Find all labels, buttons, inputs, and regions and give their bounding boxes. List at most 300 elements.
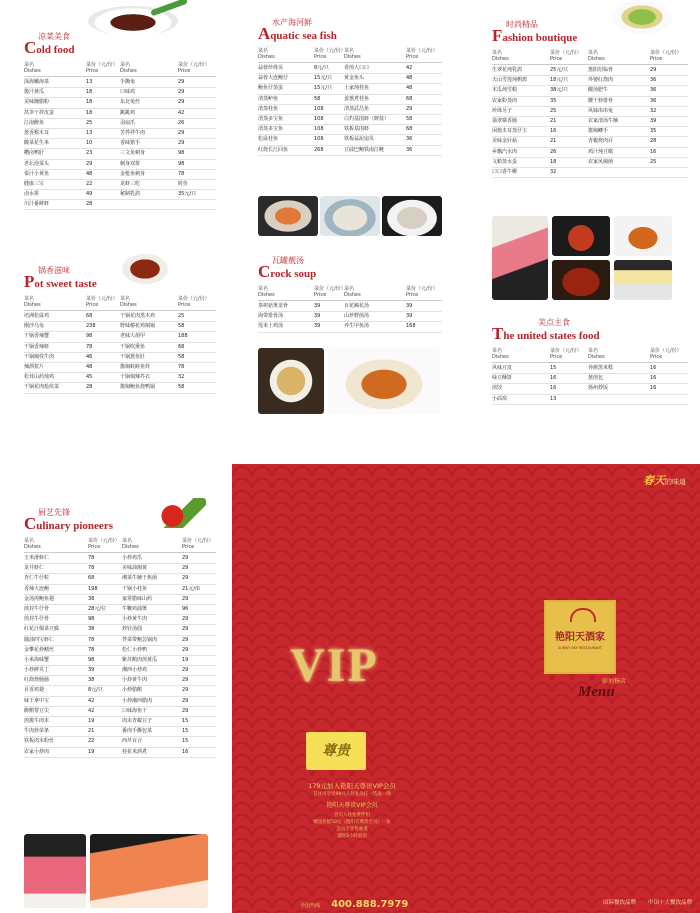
- dish-name: 卤水拼: [24, 191, 40, 198]
- dish-name: 番肉手撕包菜: [122, 728, 153, 735]
- dish-price: 78: [178, 363, 185, 370]
- menu-row: [24, 88, 216, 98]
- section-fashion: [492, 20, 688, 178]
- dish-name: [588, 168, 650, 177]
- dish-price: 13: [86, 129, 93, 136]
- dish-price: 18: [86, 89, 93, 96]
- dish-name: 川汁番鲜虾: [24, 201, 50, 208]
- section-title-en: The united states food: [492, 324, 600, 343]
- dish-price: 49: [86, 191, 93, 198]
- dish-price: 19: [182, 656, 189, 663]
- dish-price: 23: [86, 150, 93, 157]
- dish-name: 铁板基围虾: [344, 126, 370, 133]
- dish-price: 19: [88, 748, 95, 755]
- dish-name: 风味豆皮: [492, 365, 513, 371]
- dish-name: 闲炮木耳蒸仔主: [492, 128, 528, 135]
- dish-name: 生翠花炖乳鸽: [492, 67, 523, 73]
- dish-price: 29: [406, 105, 413, 112]
- section-title-cn: 厨艺先锋: [38, 508, 70, 517]
- page-top-left: [0, 0, 232, 440]
- dish-name: 酸汤肥牛: [588, 87, 609, 94]
- menu-row: [492, 97, 688, 107]
- dish-name: 鲍鱼仔蒸蛋: [258, 85, 284, 92]
- dish-name: 荞菜带鲍芸锅肉: [122, 636, 158, 643]
- dish-name: 美味油焖黄: [122, 565, 148, 572]
- dish-price: 98: [178, 160, 185, 167]
- dish-name: 农家小炒肉: [24, 748, 50, 755]
- dish-price: 58: [178, 323, 185, 330]
- section-title-en: Fashion boutique: [492, 26, 578, 45]
- dish-price: 18: [550, 158, 557, 165]
- dish-price: 68: [88, 575, 95, 582]
- logo-english: SUNNY SKY RESTAURANT: [557, 646, 603, 650]
- section-culinary: [24, 508, 216, 758]
- dish-name: 山珍野菌汤: [344, 313, 370, 320]
- table-header: 菜名 Dishes 菜价（元/份） Price 菜名 Dishes 菜价（元/份） Price: [492, 348, 688, 363]
- menu-row: [24, 383, 216, 393]
- menu-row: [24, 78, 216, 88]
- dish-price: 32: [650, 107, 657, 114]
- menu-row: [24, 160, 216, 170]
- menu-row: [24, 353, 216, 363]
- dish-name: 小炒腊鹅: [122, 687, 143, 694]
- dish-name: 珍珠另子: [492, 107, 513, 114]
- dish-price: 28元/位: [88, 605, 107, 612]
- dish-price: 39: [406, 303, 413, 309]
- dish-name: 老味大胡甲: [120, 333, 146, 340]
- dish-name: 苦荞拌牛肉: [120, 129, 146, 136]
- dish-name: 目香鸡翅: [24, 687, 45, 694]
- dish-name: 玉米滑虾仁: [24, 555, 50, 561]
- dish-price: 46: [86, 353, 93, 360]
- dish-name: 金汤煎鲍鱼翅: [24, 595, 55, 602]
- section-title-cn: 美点主食: [538, 318, 570, 327]
- dish-price: 58: [178, 384, 185, 391]
- dish-price: 108: [314, 136, 324, 143]
- dish-price: 39: [314, 303, 321, 309]
- dish-name: 莲米土鸡汤: [258, 323, 284, 330]
- dish-name: 腰干炒排骨: [588, 97, 614, 104]
- dish-price: 25: [178, 313, 185, 319]
- aquatic-photo-3: [382, 196, 442, 236]
- dish-name: 桂花米酒煮: [122, 748, 148, 755]
- dish-name: 煎饺: [492, 385, 503, 392]
- dish-price: 42: [178, 109, 185, 116]
- menu-row: [492, 168, 688, 178]
- dish-price: 28: [86, 201, 93, 208]
- dish-name: 葱香猴木耳: [24, 129, 50, 136]
- dish-price: 21元/串: [182, 585, 201, 592]
- dish-price: 29: [650, 67, 657, 73]
- table-header: 菜名 Dishes 菜价（元/份） Price 菜名 Dishes 菜价（元/份） Price: [24, 296, 216, 311]
- dish-price: 21: [88, 728, 95, 735]
- dish-price: 29: [182, 555, 189, 561]
- dish-price: 36: [406, 136, 413, 143]
- dish-price: 时价: [178, 180, 189, 187]
- dish-name: 干锅焖伎牛肉: [24, 353, 55, 360]
- dish-name: 刺身双拼: [120, 160, 141, 167]
- dish-price: 98: [88, 656, 95, 663]
- dish-name: 东北兔丝: [120, 99, 141, 106]
- logo-name: 艳阳天酒家: [555, 632, 605, 643]
- dish-name: 绿豆酥饼: [492, 375, 513, 382]
- menu-row: [24, 554, 216, 564]
- dish-price: 29: [182, 667, 189, 674]
- dish-name: 干锅小桂鱼: [122, 585, 148, 592]
- menu-row: [258, 115, 442, 125]
- dish-name: 酸菜花生米: [24, 140, 50, 147]
- menu-row: [492, 117, 688, 127]
- dish-price: 48: [406, 75, 413, 82]
- dish-name: 酱焖鲍鱼烧鸭锅: [120, 384, 156, 391]
- fashion-photo-4: [552, 260, 610, 300]
- dish-name: 清蒸桂鱼: [258, 105, 279, 112]
- menu-row: [24, 129, 216, 139]
- dish-price: 39: [650, 117, 657, 124]
- menu-table: [492, 364, 688, 405]
- dish-price: 29: [178, 140, 185, 147]
- dish-name: 野味椿花鸡焖锅: [120, 323, 156, 330]
- dish-name: 翡翠寨香肠: [492, 117, 518, 124]
- fashion-photo-5: [614, 260, 672, 300]
- dish-name: 养颜黑米糕: [588, 365, 614, 371]
- footer-brand: 国际餐饮品牌 中国十大餐饮品牌: [602, 900, 692, 906]
- dish-price: 29: [182, 707, 189, 714]
- dish-price: 15: [550, 365, 557, 371]
- dish-price: 15: [182, 738, 189, 745]
- dish-name: 松茸山药炖鸡: [24, 374, 55, 381]
- dish-name: 铁板肉末粉丝: [24, 738, 55, 745]
- dish-name: 农家粉蒸肉: [492, 97, 518, 104]
- dish-name: 醉鹅帮豆尖: [24, 707, 50, 714]
- dish-name: 扬州炒饭: [588, 385, 609, 392]
- dish-price: 25元/只: [550, 67, 569, 73]
- dish-name: 手撕兔: [120, 79, 136, 85]
- dish-price: 39: [88, 667, 95, 674]
- dish-price: 78: [86, 343, 93, 350]
- menu-word: Menu: [578, 684, 615, 700]
- dish-name: 杏仁牛仔粒: [24, 575, 50, 582]
- menu-row: [24, 170, 216, 180]
- menu-row: [24, 98, 216, 108]
- menu-row: [492, 86, 688, 96]
- dish-price: 38元/只: [550, 87, 569, 94]
- dish-price: 68: [86, 313, 93, 319]
- dish-price: 78: [88, 636, 95, 643]
- menu-row: [24, 605, 216, 615]
- menu-row: [492, 158, 688, 168]
- dish-name: 干锅香辣虾: [24, 343, 50, 350]
- hotline: 全国热线 400.888.7979: [300, 899, 409, 910]
- dish-name: 红烧烧肠肠: [24, 677, 50, 684]
- dish-name: 小炒黄牛肉: [122, 616, 148, 623]
- dish-name: 培洲松鼠鸡: [24, 313, 50, 319]
- dish-name: 白灼基围虾（鲜盐）: [344, 115, 390, 122]
- slogan: 春天的味道: [643, 474, 686, 487]
- dish-name: 莴笋干拌皮蛋: [24, 109, 55, 116]
- fashion-photo-2: [552, 216, 610, 256]
- dish-name: 口味鸡: [120, 89, 136, 96]
- dish-price: 29: [182, 616, 189, 623]
- dish-name: 刚沙乌龟: [24, 323, 45, 330]
- dish-price: 25: [550, 107, 557, 114]
- dish-name: 红花汁焗菜豆腐: [24, 626, 60, 633]
- menu-row: [24, 615, 216, 625]
- menu-row: [24, 200, 216, 210]
- dish-price: 68: [406, 95, 413, 102]
- dish-name: 干锅吹熏鱼: [120, 343, 146, 350]
- dish-name: 蒜蓉大连鲍仔: [258, 75, 289, 82]
- dish-name: 铁板蒜泥扇贝: [344, 136, 375, 143]
- dish-name: 酱汁黄瓜: [24, 89, 45, 96]
- dish-price: 98: [86, 333, 93, 340]
- section-united: [492, 318, 688, 405]
- dish-name: 湘西小炒鸡: [122, 667, 148, 674]
- dish-price: 32: [550, 168, 557, 175]
- menu-row: [24, 180, 216, 190]
- dish-price: 15元/只: [314, 85, 333, 92]
- menu-row: [258, 312, 442, 322]
- menu-row: [24, 595, 216, 605]
- table-header: 菜名 Dishes 菜价（元/份） Price 菜名 Dishes 菜价（元/份） Price: [24, 538, 216, 553]
- dish-price: 13: [550, 395, 557, 402]
- culinary-photo-1: [24, 834, 86, 908]
- dish-name: 百花蹄花汤: [344, 303, 370, 309]
- dish-price: 96: [182, 605, 189, 612]
- dish-name: 西芹百合: [122, 738, 143, 745]
- menu-row: [24, 119, 216, 129]
- dish-name: 紫苏鹅肉煎黄瓜: [122, 656, 158, 663]
- dish-price: 16: [550, 375, 557, 382]
- dish-price: 29: [182, 677, 189, 684]
- table-header: 菜名 Dishes 菜价（元/份） Price 菜名 Dishes 菜价（元/份） Price: [258, 48, 442, 63]
- menu-table: [24, 78, 216, 210]
- section-title-en: Crock soup: [258, 262, 317, 281]
- dish-price: 36: [650, 77, 657, 84]
- dish-price: 29: [182, 646, 189, 653]
- dish-name: 煎封牛仔骨: [24, 605, 50, 612]
- dish-name: 黄金鱼头: [344, 75, 365, 82]
- page-top-middle: [232, 0, 466, 440]
- dish-name: 小炒鲜贝丁: [24, 667, 50, 674]
- dish-price: 15: [182, 728, 189, 735]
- dish-price: 19: [88, 718, 95, 724]
- dish-name: 小炒湘西腊肉: [122, 697, 153, 704]
- dish-price: 29: [182, 565, 189, 572]
- menu-table: [258, 64, 442, 156]
- dish-price: 22: [88, 738, 95, 745]
- dish-name: 牛鞭鸡浦煲: [122, 605, 148, 612]
- dish-price: 42: [88, 707, 95, 714]
- dish-name: 海带排骨汤: [258, 313, 284, 320]
- dish-price: 21: [550, 117, 557, 124]
- dish-price: 35: [650, 128, 657, 135]
- dish-price: 29: [178, 129, 185, 136]
- dish-price: 35: [550, 97, 557, 104]
- dish-name: 美味金针菇: [492, 138, 518, 145]
- dish-price: 39: [314, 323, 321, 330]
- dish-name: 龙井虾仁: [24, 565, 45, 572]
- menu-row: [24, 636, 216, 646]
- dish-name: 酱焖蛙鲑鱼炸: [120, 363, 151, 370]
- section-title-en: Cold food: [24, 38, 75, 57]
- dish-price: 32: [178, 374, 185, 381]
- dish-name: 干锅焖辣芥衣: [120, 374, 151, 381]
- dish-price: 168: [406, 323, 416, 330]
- dish-name: 小炒黄牛肉: [122, 677, 148, 684]
- dish-name: 松鼠桂鱼: [258, 136, 279, 143]
- dish-price: 35元/只: [178, 191, 197, 198]
- menu-row: [24, 363, 216, 373]
- dish-name: 葱煎包: [588, 375, 604, 382]
- menu-row: [24, 149, 216, 159]
- dish-name: 乡飘汽水肉: [492, 148, 518, 155]
- menu-row: [258, 64, 442, 74]
- section-title-en: Pot sweet taste: [24, 272, 97, 291]
- dish-price: 48: [86, 363, 93, 370]
- menu-row: [24, 727, 216, 737]
- dish-name: 三文鱼刺身: [120, 150, 146, 157]
- aquatic-photo-2: [320, 196, 380, 236]
- menu-row: [258, 302, 442, 312]
- section-title-en: Aquatic sea fish: [258, 24, 337, 43]
- branch-label: 彭刘杨店: [602, 678, 627, 685]
- dish-name: 小米海味蟹: [24, 656, 50, 663]
- dish-price: 26: [178, 119, 185, 126]
- menu-table: [258, 302, 442, 333]
- dish-name: 姜葱煮桂鱼: [344, 95, 370, 102]
- menu-row: [24, 109, 216, 119]
- dish-price: 78: [88, 646, 95, 653]
- menu-row: [24, 373, 216, 383]
- menu-row: [24, 666, 216, 676]
- menu-row: [24, 717, 216, 727]
- dish-price: 39: [314, 313, 321, 320]
- dish-name: 清蒸多宝鱼: [258, 126, 284, 133]
- section-title-cn: 凉菜美食: [38, 32, 70, 41]
- dish-price: 15: [182, 718, 189, 724]
- dish-name: 煎酱牛肉末: [24, 718, 50, 724]
- table-header: 菜名 Dishes 菜价（元/份） Price 菜名 Dishes 菜价（元/份） Price: [258, 286, 442, 301]
- dish-name: 外婆红烧肉: [588, 77, 614, 84]
- dish-price: 38: [88, 595, 95, 602]
- dish-price: 10: [86, 140, 93, 147]
- dish-name: 文蛤蒸水蛋: [492, 158, 518, 165]
- dish-price: 29: [182, 687, 189, 694]
- menu-row: [24, 656, 216, 666]
- menu-row: [24, 564, 216, 574]
- page-top-right: [466, 0, 700, 440]
- dish-name: 家常腊味山药: [122, 595, 153, 602]
- soup-photo-2: [328, 348, 440, 414]
- dish-price: 38: [88, 677, 95, 684]
- menu-row: [24, 748, 216, 758]
- dish-name: 跳跳鸡: [120, 109, 136, 116]
- menu-row: [492, 148, 688, 158]
- table-header: 菜名 Dishes 菜价（元/份） Price 菜名 Dishes 菜价（元/份） Price: [492, 50, 688, 65]
- promo-text: 179元加入艳阳天尊贵VIP会员 首住可享受99元入住礼品任一选取一晚 艳阳天尊贵VIP会员 会员入住免费伴侣 赠送价值50元《艳阳天尊贵会员》一张 会员专享优惠菜 延时2小时退房: [308, 782, 396, 839]
- dish-name: 香煎大口口: [344, 65, 370, 71]
- section-aquatic: [258, 18, 442, 156]
- dish-name: 茶树菇煲龙骨: [258, 303, 289, 309]
- dish-name: 香辣大连鲍: [24, 585, 50, 592]
- dish-price: 78: [88, 555, 95, 561]
- menu-row: [24, 574, 216, 584]
- dish-price: 29: [182, 626, 189, 633]
- dish-price: 29: [178, 99, 185, 106]
- dish-price: 68: [178, 343, 185, 350]
- dish-price: 29: [86, 160, 93, 167]
- dish-price: 29: [182, 697, 189, 704]
- dish-name: 清蒸鲈鱼: [258, 95, 279, 102]
- dish-price: 22: [86, 180, 93, 187]
- dish-price: 108: [314, 126, 324, 133]
- dish-name: 金攀花炒鳝丝: [24, 646, 55, 653]
- dish-price: 16: [550, 385, 557, 392]
- dish-name: 鸡汁炖豆腐: [588, 148, 614, 155]
- dish-price: 25: [86, 119, 93, 126]
- dish-name: 红烧长江回鱼: [258, 146, 289, 153]
- section-cold-food: [24, 32, 216, 210]
- dish-name: 江南醉鱼: [24, 119, 45, 126]
- restaurant-logo: [544, 600, 616, 674]
- menu-table: [492, 66, 688, 178]
- dish-price: 45: [86, 374, 93, 381]
- dish-price: 18: [86, 109, 93, 116]
- dish-name: 泰汁小黄鱼: [24, 170, 50, 177]
- dish-name: 小面窝: [492, 395, 508, 402]
- dish-price: 15元/只: [314, 75, 333, 82]
- dish-price: 8元/只: [88, 687, 103, 694]
- dish-name: 味千拿中宝: [24, 697, 50, 704]
- menu-row: [24, 322, 216, 332]
- menu-row: [258, 146, 442, 156]
- fashion-photo-1: [492, 216, 548, 300]
- dish-price: 25: [650, 158, 657, 165]
- dish-price: 13: [86, 79, 93, 85]
- dish-name: 酱焖鲫手: [588, 128, 609, 135]
- dish-price: 28: [650, 138, 657, 145]
- dish-price: 18元/只: [550, 77, 569, 84]
- menu-table: [24, 312, 216, 394]
- dish-price: 78: [178, 170, 185, 177]
- dish-price: 16: [650, 365, 657, 371]
- page-bottom-left: [0, 464, 232, 913]
- dish-name: 干锅花肉黑木鸡: [120, 313, 156, 319]
- dish-name: 木瓜炖雪蛤: [492, 87, 518, 94]
- dish-name: 风味串串兔: [588, 107, 614, 114]
- dish-name: 青椒烧肉孖: [588, 138, 614, 145]
- dish-price: 29: [182, 595, 189, 602]
- menu-row: [24, 343, 216, 353]
- menu-row: [24, 646, 216, 656]
- section-title-cn: 瓦罐靓汤: [272, 256, 304, 265]
- dish-price: 68: [406, 126, 413, 133]
- dish-name: 健康三宝: [24, 180, 45, 187]
- dish-name: 口味海鱼干: [122, 707, 148, 714]
- dish-price: 98: [88, 616, 95, 623]
- dish-name: 豆豉巴鲍铁南江鲢: [344, 146, 385, 153]
- dish-name: 湘菜牛腩干焦菌: [122, 575, 158, 582]
- dish-name: 养生甲鱼汤: [344, 323, 370, 330]
- menu-row: [492, 384, 688, 394]
- menu-row: [24, 737, 216, 747]
- dish-price: 21: [550, 138, 557, 145]
- dish-price: 29: [178, 79, 185, 85]
- menu-row: [24, 139, 216, 149]
- menu-row: [24, 707, 216, 717]
- aquatic-photo-1: [258, 196, 318, 236]
